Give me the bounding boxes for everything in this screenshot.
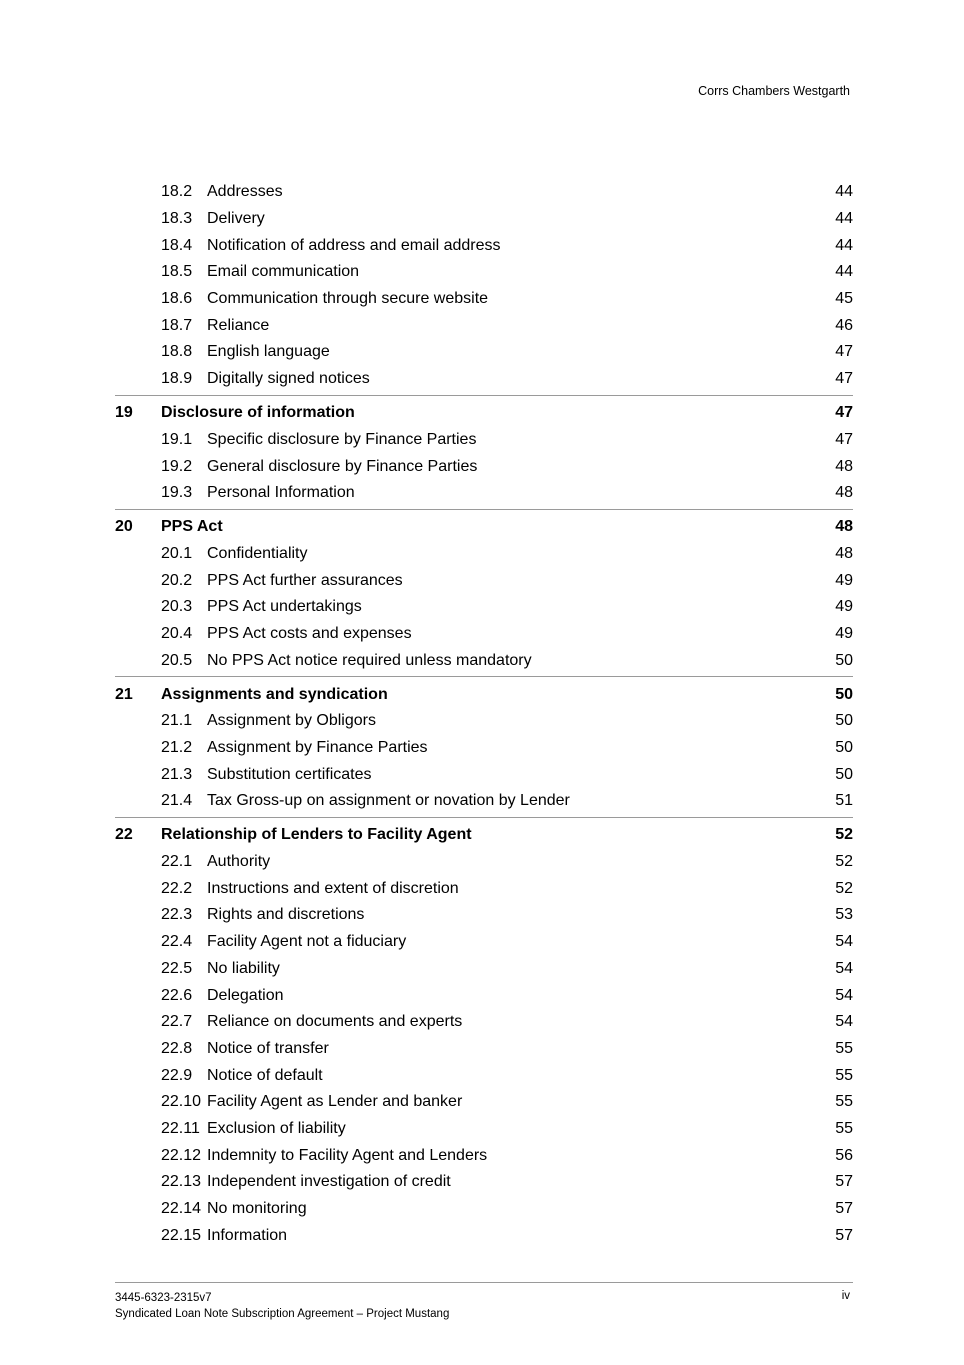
toc-number: 19.1 [161, 430, 193, 448]
toc-number: 18.3 [161, 210, 193, 228]
toc-entry[interactable] [115, 735, 853, 762]
toc-entry[interactable] [115, 982, 853, 1009]
toc-title: Assignment by Finance Parties [207, 739, 428, 757]
toc-page-number: 50 [835, 712, 853, 730]
section-divider [115, 395, 853, 396]
toc-title: Specific disclosure by Finance Parties [207, 430, 477, 448]
toc-title: Rights and discretions [207, 906, 365, 924]
toc-title: Personal Information [207, 484, 355, 502]
toc-title: Indemnity to Facility Agent and Lenders [207, 1146, 488, 1164]
toc-number: 22.9 [161, 1066, 193, 1084]
toc-page-number: 54 [835, 933, 853, 951]
toc-page-number: 53 [835, 906, 853, 924]
toc-number: 20.4 [161, 624, 193, 642]
toc-section-heading[interactable] [115, 400, 853, 427]
section-divider [115, 676, 853, 677]
toc-number: 22.13 [161, 1173, 202, 1191]
toc-number: 21.2 [161, 739, 193, 757]
toc-number: 18.4 [161, 236, 193, 254]
toc-page-number: 50 [835, 685, 853, 703]
toc-page-number: 50 [835, 765, 853, 783]
toc-page-number: 57 [835, 1200, 853, 1218]
toc-page-number: 44 [835, 236, 853, 254]
table-of-contents [115, 179, 853, 1249]
toc-title: Assignments and syndication [161, 685, 388, 703]
toc-number: 20.1 [161, 544, 193, 562]
toc-entry[interactable] [115, 179, 853, 206]
toc-page-number: 51 [835, 792, 853, 810]
toc-title: PPS Act costs and expenses [207, 624, 412, 642]
toc-entry[interactable] [115, 1062, 853, 1089]
toc-number: 22 [115, 826, 133, 844]
toc-number: 22.12 [161, 1146, 202, 1164]
toc-entry[interactable] [115, 647, 853, 674]
toc-title: Information [207, 1226, 288, 1244]
toc-entry[interactable] [115, 339, 853, 366]
toc-section-heading[interactable] [115, 514, 853, 541]
toc-title: PPS Act further assurances [207, 571, 403, 589]
toc-title: Notice of transfer [207, 1039, 329, 1057]
toc-number: 20.3 [161, 598, 193, 616]
toc-entry[interactable] [115, 594, 853, 621]
toc-number: 19.2 [161, 457, 193, 475]
toc-page-number: 48 [835, 484, 853, 502]
footer-doc-title: Syndicated Loan Note Subscription Agreement – Project Mustang [115, 1308, 450, 1320]
toc-title: English language [207, 343, 330, 361]
toc-entry[interactable] [115, 1142, 853, 1169]
toc-title: Addresses [207, 183, 283, 201]
toc-page-number: 50 [835, 651, 853, 669]
toc-title: Tax Gross-up on assignment or novation by Lender [207, 792, 570, 810]
toc-title: Delivery [207, 210, 265, 228]
toc-entry[interactable] [115, 541, 853, 568]
toc-page-number: 44 [835, 183, 853, 201]
toc-entry[interactable] [115, 1169, 853, 1196]
toc-entry[interactable] [115, 761, 853, 788]
toc-page-number: 54 [835, 959, 853, 977]
toc-entry[interactable] [115, 453, 853, 480]
toc-number: 22.8 [161, 1039, 193, 1057]
footer-doc-id: 3445-6323-2315v7 [115, 1292, 212, 1304]
toc-title: PPS Act [161, 518, 223, 536]
toc-title: Facility Agent not a fiduciary [207, 933, 407, 951]
toc-title: Notification of address and email address [207, 236, 501, 254]
toc-entry[interactable] [115, 1009, 853, 1036]
toc-title: Substitution certificates [207, 765, 372, 783]
toc-page-number: 54 [835, 986, 853, 1004]
toc-page-number: 47 [835, 404, 853, 421]
toc-number: 22.1 [161, 853, 193, 871]
footer-page-numeral: iv [841, 1290, 850, 1302]
toc-page-number: 52 [835, 853, 853, 871]
header-firm-name: Corrs Chambers Westgarth [698, 84, 850, 98]
toc-page-number: 44 [835, 263, 853, 281]
toc-page-number: 45 [835, 290, 853, 308]
toc-page-number: 55 [835, 1119, 853, 1137]
toc-number: 22.6 [161, 986, 193, 1004]
toc-title: Independent investigation of credit [207, 1173, 451, 1191]
toc-page-number: 57 [835, 1173, 853, 1191]
toc-entry[interactable] [115, 312, 853, 339]
toc-number: 22.7 [161, 1013, 193, 1031]
toc-number: 22.14 [161, 1200, 202, 1218]
toc-entry[interactable] [115, 1196, 853, 1223]
toc-entry[interactable] [115, 956, 853, 983]
toc-title: Exclusion of liability [207, 1119, 346, 1137]
section-divider [115, 817, 853, 818]
toc-page-number: 47 [835, 343, 853, 361]
toc-title: No monitoring [207, 1200, 307, 1218]
toc-number: 20 [115, 518, 133, 536]
toc-number: 22.15 [161, 1226, 202, 1244]
toc-title: Notice of default [207, 1066, 323, 1084]
toc-page-number: 49 [835, 571, 853, 589]
toc-page-number: 47 [835, 370, 853, 388]
toc-title: Confidentiality [207, 544, 308, 562]
toc-title: PPS Act undertakings [207, 598, 362, 616]
toc-entry[interactable] [115, 1036, 853, 1063]
toc-page-number: 48 [835, 544, 853, 562]
toc-title: Instructions and extent of discretion [207, 879, 459, 897]
toc-number: 18.9 [161, 370, 193, 388]
toc-number: 22.10 [161, 1093, 202, 1111]
toc-entry[interactable] [115, 232, 853, 259]
toc-entry[interactable] [115, 259, 853, 286]
toc-page-number: 44 [835, 210, 853, 228]
toc-title: Email communication [207, 263, 360, 281]
toc-entry[interactable] [115, 929, 853, 956]
toc-title: Communication through secure website [207, 290, 489, 308]
toc-number: 18.2 [161, 183, 193, 201]
toc-section-heading[interactable] [115, 822, 853, 849]
toc-title: No liability [207, 959, 280, 977]
toc-entry[interactable] [115, 480, 853, 507]
toc-page-number: 47 [835, 430, 853, 448]
toc-entry[interactable] [115, 875, 853, 902]
toc-number: 21.3 [161, 765, 193, 783]
section-divider [115, 509, 853, 510]
toc-entry[interactable] [115, 621, 853, 648]
toc-title: General disclosure by Finance Parties [207, 457, 478, 475]
toc-number: 18.5 [161, 263, 193, 281]
toc-number: 20.2 [161, 571, 193, 589]
toc-number: 18.7 [161, 316, 193, 334]
toc-title: Relationship of Lenders to Facility Agent [161, 826, 472, 844]
toc-page-number: 49 [835, 624, 853, 642]
toc-page-number: 56 [835, 1146, 853, 1164]
toc-number: 22.4 [161, 933, 193, 951]
toc-page-number: 48 [835, 518, 853, 536]
footer-divider [115, 1282, 853, 1283]
toc-title: Reliance on documents and experts [207, 1013, 463, 1031]
footer-document-info [115, 1290, 449, 1322]
toc-entry[interactable] [115, 366, 853, 393]
toc-title: Authority [207, 853, 271, 871]
toc-entry[interactable] [115, 708, 853, 735]
toc-number: 22.2 [161, 879, 193, 897]
toc-number: 18.8 [161, 343, 193, 361]
toc-entry[interactable] [115, 567, 853, 594]
toc-number: 20.5 [161, 651, 193, 669]
toc-entry[interactable] [115, 849, 853, 876]
toc-number: 21 [115, 685, 133, 703]
toc-number: 21.1 [161, 712, 193, 730]
toc-page-number: 55 [835, 1039, 853, 1057]
toc-section-heading[interactable] [115, 681, 853, 708]
toc-page-number: 46 [835, 316, 853, 334]
toc-page-number: 55 [835, 1066, 853, 1084]
toc-entry[interactable] [115, 206, 853, 233]
toc-number: 22.3 [161, 906, 193, 924]
toc-entry[interactable] [115, 1089, 853, 1116]
toc-entry[interactable] [115, 788, 853, 815]
toc-page-number: 52 [835, 826, 853, 844]
toc-entry[interactable] [115, 1116, 853, 1143]
toc-title: Reliance [207, 316, 270, 334]
toc-number: 22.5 [161, 959, 193, 977]
toc-number: 19.3 [161, 484, 193, 502]
toc-title: Assignment by Obligors [207, 712, 376, 730]
toc-page-number: 49 [835, 598, 853, 616]
toc-number: 21.4 [161, 792, 193, 810]
toc-page-number: 57 [835, 1226, 853, 1244]
toc-number: 19 [115, 404, 133, 421]
toc-entry[interactable] [115, 902, 853, 929]
toc-title: Facility Agent as Lender and banker [207, 1093, 463, 1111]
toc-title: Disclosure of information [161, 404, 355, 421]
toc-entry[interactable] [115, 1222, 853, 1249]
toc-page-number: 54 [835, 1013, 853, 1031]
toc-title: No PPS Act notice required unless mandatory [207, 651, 532, 669]
toc-entry[interactable] [115, 286, 853, 313]
toc-number: 22.11 [161, 1119, 200, 1137]
toc-page-number: 55 [835, 1093, 853, 1111]
toc-page-number: 50 [835, 739, 853, 757]
toc-page-number: 52 [835, 879, 853, 897]
toc-title: Digitally signed notices [207, 370, 370, 388]
toc-title: Delegation [207, 986, 284, 1004]
toc-number: 18.6 [161, 290, 193, 308]
toc-entry[interactable] [115, 427, 853, 454]
toc-page-number: 48 [835, 457, 853, 475]
